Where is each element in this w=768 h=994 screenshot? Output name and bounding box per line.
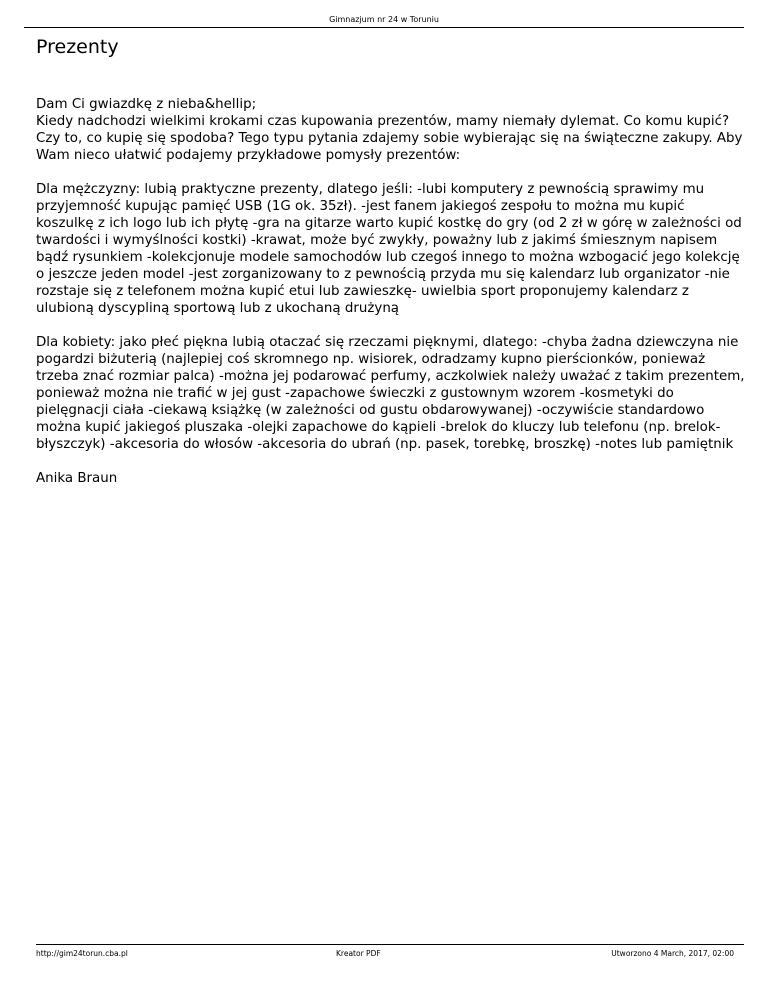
footer-divider <box>36 944 744 945</box>
pdf-page <box>24 0 744 994</box>
footer-generator: Kreator PDF <box>336 949 381 958</box>
footer-created-date: Utworzono 4 March, 2017, 02:00 <box>611 949 734 958</box>
article-author: Anika Braun <box>36 471 118 486</box>
site-title: Gimnazjum nr 24 w Toruniu <box>329 15 439 24</box>
article-intro-paragraph: Kiedy nadchodzi wielkimi krokami czas kupowania prezentów, mamy niemały dylemat. Co komu kupić? Czy to, co kupię się spodoba? Tego typu pytania zdajemy sobie wybierając się na świąteczne zakupy. Aby Wam nieco ułatwić podajemy przykładowe pomysły prezentów: <box>36 114 743 163</box>
footer-url: http://gim24torun.cba.pl <box>36 949 128 958</box>
article-men-paragraph: Dla mężczyzny: lubią praktyczne prezenty, dlatego jeśli: -lubi komputery z pewnością sprawimy mu przyjemność kupując pamięć USB (1G ok. 35zł). -jest fanem jakiegoś zespołu to można mu kupić koszulkę z ich logo lub ich płytę -gra na gitarze warto kupić kostkę do gry (od 2 zł w górę w zależności od twardości i wymyślności kostki) -krawat, może być zwykły, poważny lub z jakimś śmiesznym napisem bądź rysunkiem -kolekcjonuje modele samochodów lub czegoś innego to można wzbogacić jego kolekcję o jeszcze jeden model -jest zorganizowany to z pewnością przyda mu się kalendarz lub organizator -nie rozstaje się z telefonem można kupić etui lub zawieszkę- uwielbia sport proponujemy kalendarz z ulubioną dyscypliną sportową lub z ukochaną drużyną <box>36 182 742 316</box>
page-title: Prezenty <box>36 36 119 58</box>
article-body <box>36 96 746 504</box>
article-lead: Dam Ci gwiazdkę z nieba&hellip; <box>36 97 257 112</box>
header-divider <box>24 27 744 28</box>
article-women-paragraph: Dla kobiety: jako płeć piękna lubią otaczać się rzeczami pięknymi, dlatego: -chyba żadna dziewczyna nie pogardzi biżuterią (najlepiej coś skromnego np. wisiorek, odradzamy kupno pierścionków, ponieważ trzeba znać rozmiar palca) -można jej podarować perfumy, aczkolwiek należy uważać z takim prezentem, ponieważ można nie trafić w jej gust -zapachowe świeczki z gustownym wzorem -kosmetyki do pielęgnacji ciała -ciekawą książkę (w zależności od gustu obdarowywanej) -oczywiście standardowo można kupić jakiegoś pluszaka -olejki zapachowe do kąpieli -brelok do kluczy lub telefonu (np. brelok-błyszczyk) -akcesoria do włosów -akcesoria do ubrań (np. pasek, torebkę, broszkę) -notes lub pamiętnik <box>36 335 745 452</box>
